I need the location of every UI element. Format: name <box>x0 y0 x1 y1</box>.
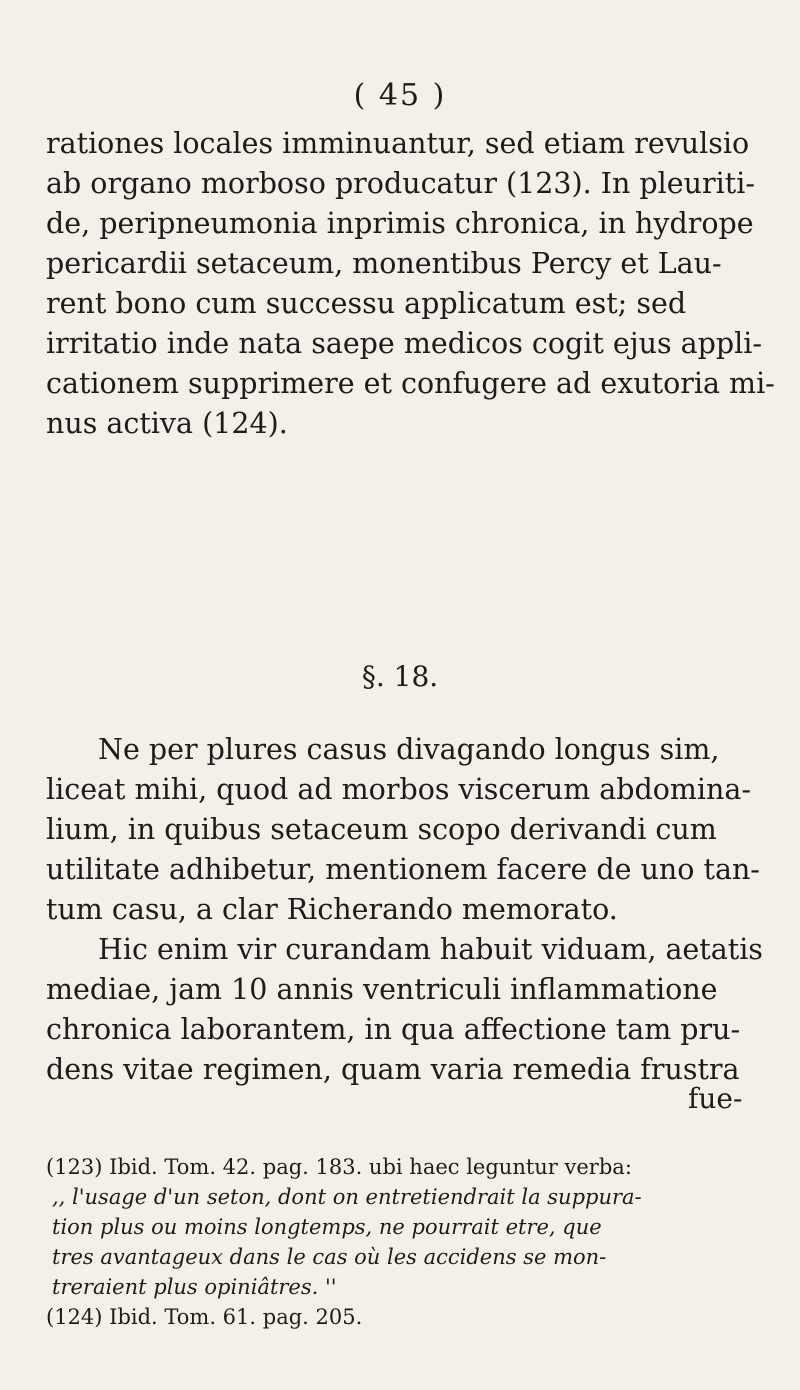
text-line: de, peripneumonia inprimis chronica, in hydrope <box>46 207 754 240</box>
text-line: nus activa (124). <box>46 407 288 440</box>
text-line: chronica laborantem, in qua affectione tam pru- <box>46 1013 741 1046</box>
text-line: pericardii setaceum, monentibus Percy et Lau- <box>46 247 722 280</box>
text-line: dens vitae regimen, quam varia remedia frustra <box>46 1053 740 1086</box>
footnotes <box>46 1152 758 1332</box>
page-number: ( 45 ) <box>353 78 447 113</box>
footnote-123-line: tres avantageux dans le cas où les accidens se mon- <box>52 1245 607 1269</box>
text-line: tum casu, a clar Richerando memorato. <box>46 893 618 926</box>
footnote-124: (124) Ibid. Tom. 61. pag. 205. <box>46 1305 363 1329</box>
footnote-123-line: tion plus ou moins longtemps, ne pourrait etre, que <box>52 1215 602 1239</box>
text-line: lium, in quibus setaceum scopo derivandi cum <box>46 813 717 846</box>
text-line: utilitate adhibetur, mentionem facere de uno tan- <box>46 853 760 886</box>
paragraph-2 <box>46 730 763 1090</box>
text-line: ab organo morboso producatur (123). In pleuriti- <box>46 167 755 200</box>
text-line: rent bono cum successu applicatum est; sed <box>46 287 687 320</box>
footnote-123-line: treraient plus opiniâtres. '' <box>52 1275 337 1299</box>
paragraph-1 <box>46 124 775 444</box>
section-heading: §. 18. <box>361 660 439 693</box>
text-line: irritatio inde nata saepe medicos cogit ejus appli- <box>46 327 762 360</box>
footnote-123-line: (123) Ibid. Tom. 42. pag. 183. ubi haec leguntur verba: <box>46 1155 632 1179</box>
text-line: rationes locales imminuantur, sed etiam revulsio <box>46 127 750 160</box>
text-line: cationem supprimere et confugere ad exutoria mi- <box>46 367 775 400</box>
text-line: mediae, jam 10 annis ventriculi inflammatione <box>46 973 718 1006</box>
catchword: fue- <box>688 1082 743 1115</box>
text-line: Hic enim vir curandam habuit viduam, aetatis <box>98 933 763 966</box>
footnote-123-line: ,, l'usage d'un seton, dont on entretiendrait la suppura- <box>52 1185 642 1209</box>
text-line: liceat mihi, quod ad morbos viscerum abdomina- <box>46 773 752 806</box>
text-line: Ne per plures casus divagando longus sim, <box>98 733 720 766</box>
